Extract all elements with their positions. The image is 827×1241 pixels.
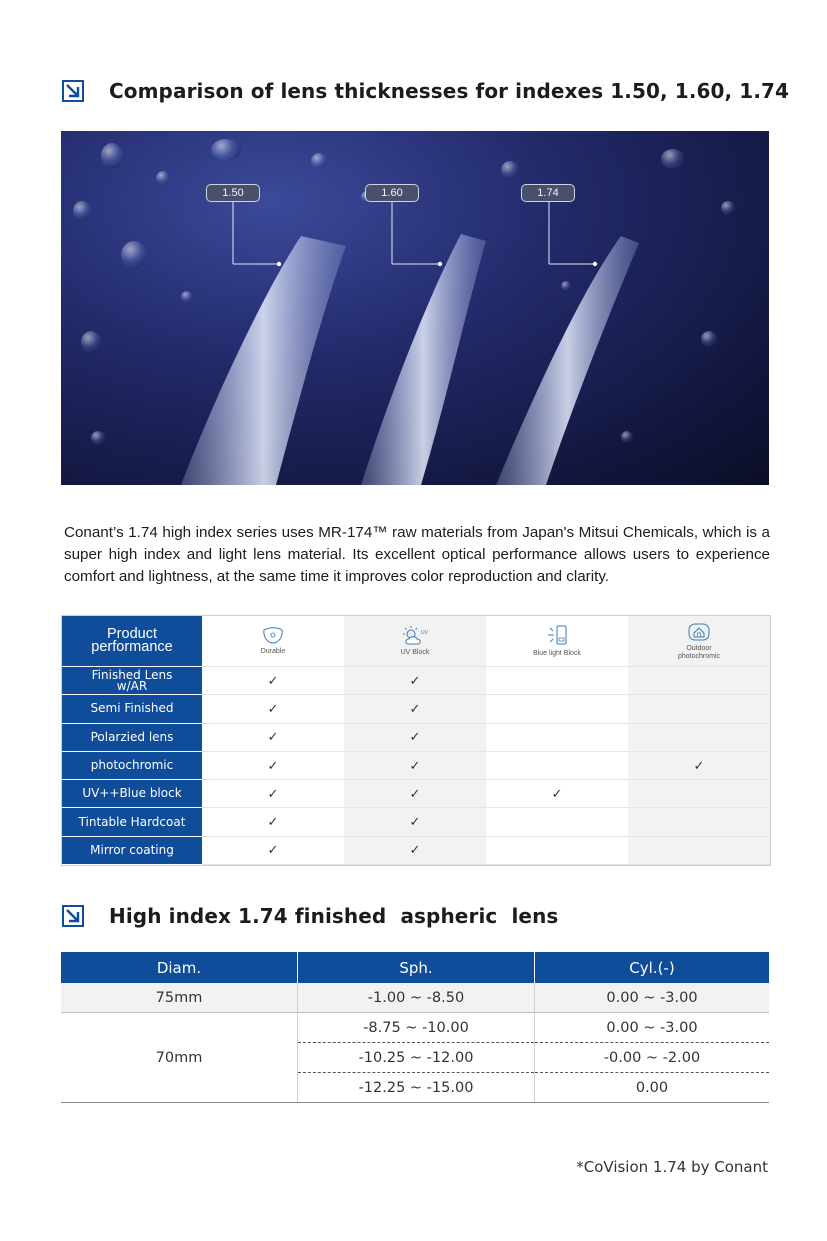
spec-row (61, 1013, 769, 1043)
cyl-cell: 0.00 ~ -3.00 (535, 1013, 770, 1043)
check-cell: ✓ (344, 837, 486, 865)
column-outdoor-photochromic (628, 616, 770, 667)
performance-row (62, 780, 770, 808)
column-durable (202, 616, 344, 667)
empty-cell (628, 667, 770, 695)
row-label: UV++Blue block (62, 780, 202, 808)
spec-header-row (61, 952, 769, 983)
sph-cell: -12.25 ~ -15.00 (298, 1073, 535, 1103)
empty-cell (486, 752, 628, 780)
check-cell: ✓ (486, 780, 628, 808)
empty-cell (486, 667, 628, 695)
arrow-down-right-icon (62, 905, 84, 927)
check-cell: ✓ (202, 752, 344, 780)
column-label: Blue light Block (533, 649, 581, 657)
performance-row (62, 752, 770, 780)
blue-light-icon (544, 625, 570, 647)
performance-row (62, 695, 770, 723)
check-cell: ✓ (202, 837, 344, 865)
durable-icon (261, 627, 285, 645)
column-blue-light (486, 616, 628, 667)
empty-cell (628, 724, 770, 752)
empty-cell (486, 837, 628, 865)
check-cell: ✓ (344, 752, 486, 780)
description-paragraph: Conant’s 1.74 high index series uses MR-174™ raw materials from Japan's Mitsui Chemicals, which is a super high index and light lens material. Its excellent optical performance allows users to experience comfort and lightness, at the same time it improves color reproduction and clarity. (64, 524, 770, 585)
header-diam: Diam. (61, 952, 298, 983)
row-label: photochromic (62, 752, 202, 780)
check-cell: ✓ (202, 724, 344, 752)
section-heading-finished-lens (62, 904, 558, 928)
empty-cell (628, 780, 770, 808)
empty-cell (628, 695, 770, 723)
sph-cell: -1.00 ~ -8.50 (298, 983, 535, 1013)
row-label: Polarzied lens (62, 724, 202, 752)
check-cell: ✓ (344, 808, 486, 836)
check-cell: ✓ (202, 780, 344, 808)
performance-row (62, 808, 770, 836)
diam-cell: 70mm (61, 1013, 298, 1103)
empty-cell (486, 695, 628, 723)
check-cell: ✓ (344, 695, 486, 723)
check-cell: ✓ (344, 780, 486, 808)
column-label: Durable (260, 647, 286, 655)
cyl-cell: 0.00 ~ -3.00 (535, 983, 770, 1013)
empty-cell (486, 724, 628, 752)
performance-row (62, 837, 770, 865)
check-cell: ✓ (344, 724, 486, 752)
section-title: Comparison of lens thicknesses for indexes 1.50, 1.60, 1.74 (109, 79, 790, 103)
header-cyl: Cyl.(-) (535, 952, 770, 983)
spec-row (61, 983, 769, 1013)
sph-cell: -8.75 ~ -10.00 (298, 1013, 535, 1043)
lens-thickness-photo (61, 131, 769, 485)
performance-header-row (62, 616, 770, 667)
cyl-cell: 0.00 (535, 1073, 770, 1103)
empty-cell (628, 808, 770, 836)
performance-row (62, 724, 770, 752)
row-label: Finished Lens w/AR (62, 667, 202, 695)
row-label: Mirror coating (62, 837, 202, 865)
uv-block-icon (400, 626, 430, 646)
empty-cell (486, 808, 628, 836)
section-heading-comparison (62, 79, 789, 103)
callout-160: 1.60 (365, 184, 419, 202)
column-label: Outdoor photochromic (677, 644, 721, 660)
spec-table (61, 952, 769, 1103)
performance-table (61, 615, 771, 866)
check-cell: ✓ (628, 752, 770, 780)
diam-cell: 75mm (61, 983, 298, 1013)
header-sph: Sph. (298, 952, 535, 983)
performance-header-label: Product performance (62, 616, 202, 667)
svg-text:UV: UV (421, 629, 428, 636)
section-title: High index 1.74 finished aspheric lens (109, 904, 559, 928)
arrow-down-right-icon (62, 80, 84, 102)
cyl-cell: -0.00 ~ -2.00 (535, 1043, 770, 1073)
outdoor-photochromic-icon (687, 622, 711, 642)
callout-174: 1.74 (521, 184, 575, 202)
row-label: Tintable Hardcoat (62, 808, 202, 836)
check-cell: ✓ (202, 808, 344, 836)
sph-cell: -10.25 ~ -12.00 (298, 1043, 535, 1073)
footer-note: *CoVision 1.74 by Conant (576, 1158, 768, 1176)
callout-150: 1.50 (206, 184, 260, 202)
row-label: Semi Finished (62, 695, 202, 723)
check-cell: ✓ (202, 695, 344, 723)
column-label: UV Block (400, 648, 430, 656)
column-uv-block (344, 616, 486, 667)
performance-row (62, 667, 770, 695)
empty-cell (628, 837, 770, 865)
check-cell: ✓ (202, 667, 344, 695)
check-cell: ✓ (344, 667, 486, 695)
